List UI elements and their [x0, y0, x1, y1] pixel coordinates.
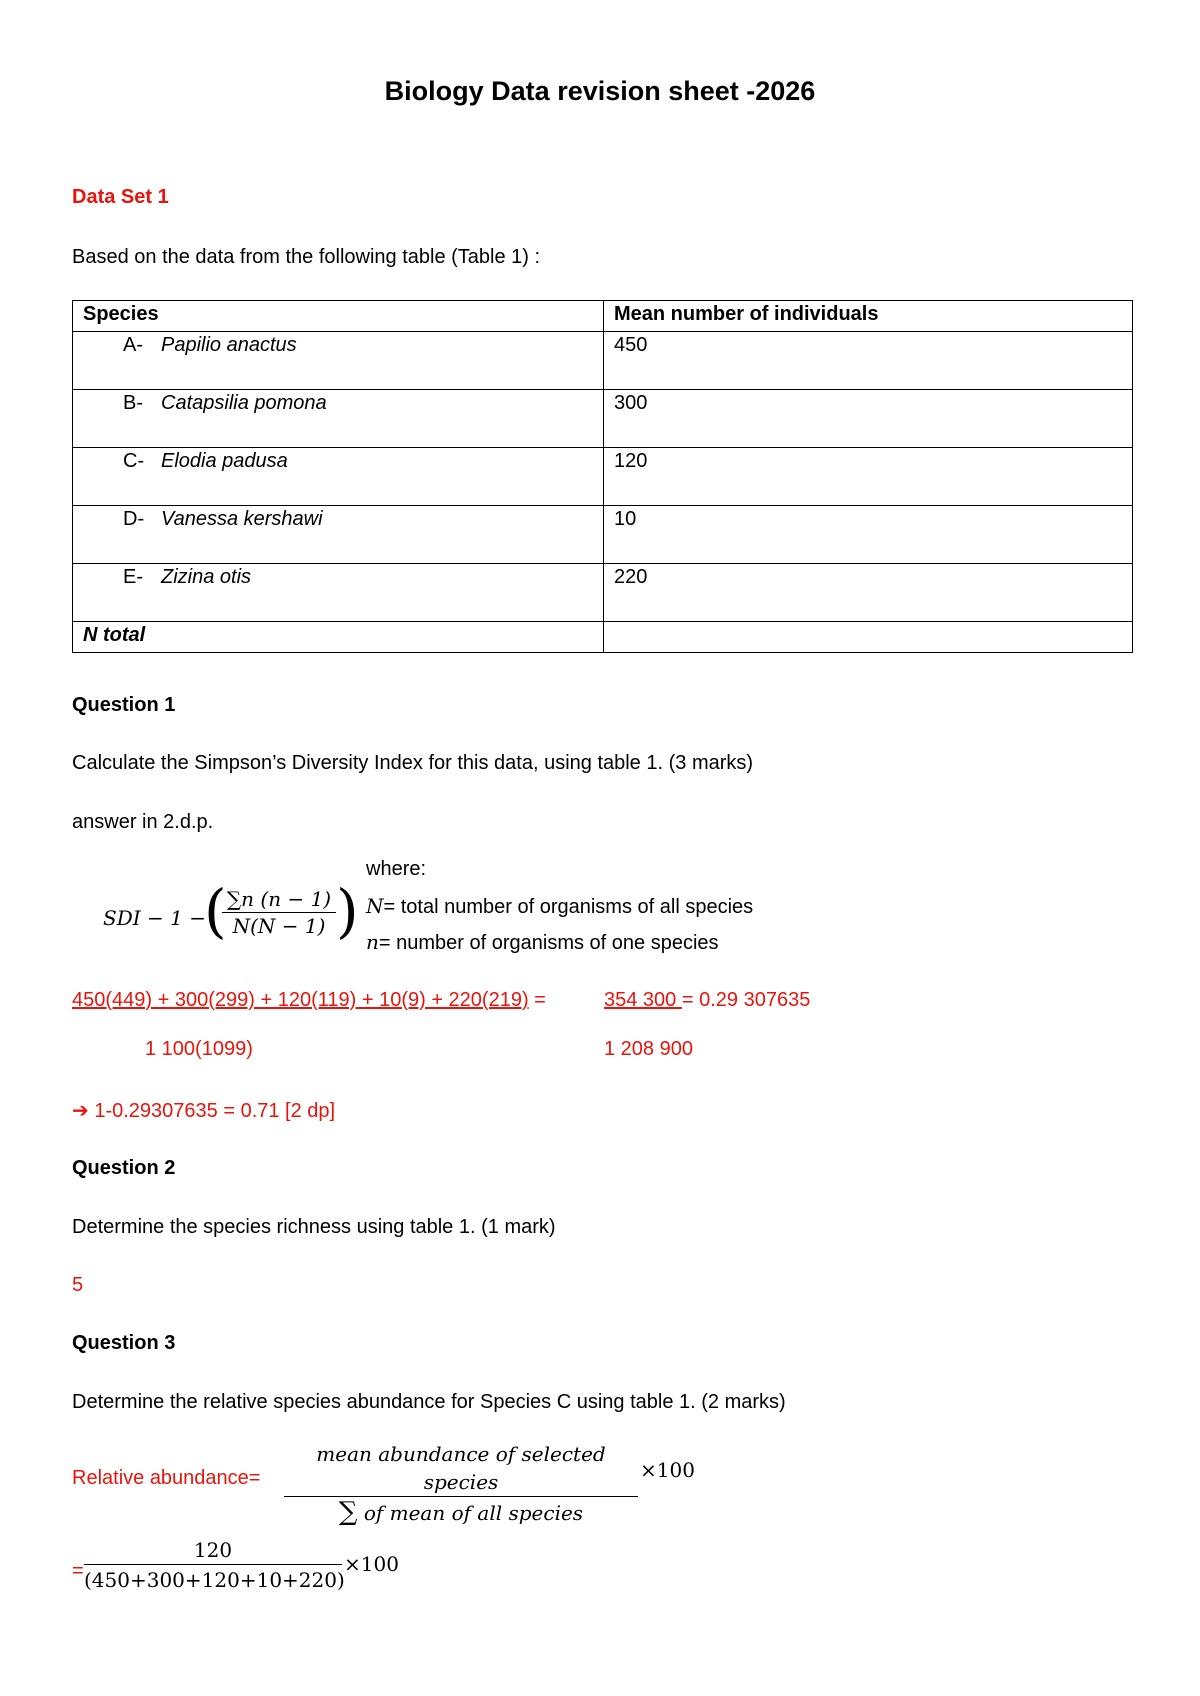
- header-mean: Mean number of individuals: [604, 301, 1133, 332]
- species-table: [72, 300, 1133, 653]
- q2-heading: Question 2: [72, 1157, 176, 1179]
- q3-equals: =: [72, 1560, 84, 1582]
- mean-value: 120: [604, 448, 1133, 506]
- q1-answer: [72, 1098, 335, 1123]
- working-numerator: 450(449) + 300(299) + 120(119) + 10(9) + 220(219): [72, 989, 529, 1011]
- species-cell: [73, 564, 604, 622]
- working-equals: =: [528, 989, 546, 1011]
- total-value: [604, 622, 1133, 653]
- sdi-numerator: ∑n (n − 1): [226, 887, 332, 911]
- q2-answer: 5: [72, 1274, 84, 1296]
- q1-working-line: [72, 989, 546, 1012]
- mean-value: 220: [604, 564, 1133, 622]
- definition-n: [366, 930, 719, 955]
- substituted-numerator: 120: [193, 1538, 233, 1562]
- where-label: where:: [366, 858, 427, 880]
- sdi-denominator: N(N − 1): [232, 914, 326, 938]
- species-name: Zizina otis: [161, 566, 252, 588]
- data-set-label: Data Set 1: [72, 186, 169, 208]
- header-species: Species: [73, 301, 604, 332]
- definition-N: [366, 894, 753, 919]
- arrow-icon: ➔: [72, 1100, 89, 1122]
- intro-text: Based on the data from the following table (Table 1) :: [72, 246, 541, 268]
- page-title: Biology Data revision sheet -2026: [384, 76, 816, 106]
- species-letter: C-: [123, 450, 145, 472]
- abundance-numerator: mean abundance of selected species: [316, 1442, 606, 1494]
- substituted-fraction: [84, 1536, 345, 1595]
- working-denominator: 1 100(1099): [145, 1038, 253, 1060]
- species-letter: D-: [123, 508, 145, 530]
- q3-prompt: Determine the relative species abundance for Species C using table 1. (2 marks): [72, 1391, 786, 1413]
- substituted-denominator: (450+300+120+10+220): [84, 1568, 345, 1592]
- working-denominator-2: 1 208 900: [604, 1038, 693, 1060]
- sdi-formula-fraction: [222, 886, 336, 939]
- species-name: Vanessa kershawi: [161, 508, 323, 530]
- abundance-denominator-text: of mean of all species: [363, 1501, 584, 1525]
- abundance-denominator: [284, 1497, 638, 1528]
- species-letter: A-: [123, 334, 143, 356]
- working-result: = 0.29 307635: [681, 989, 811, 1011]
- species-cell: [73, 506, 604, 564]
- q2-prompt: Determine the species richness using table 1. (1 mark): [72, 1216, 556, 1238]
- species-name: Elodia padusa: [161, 450, 288, 472]
- sigma-symbol: ∑: [338, 1497, 358, 1527]
- species-letter: E-: [123, 566, 143, 588]
- formula-left-paren: (: [204, 877, 227, 945]
- times-100: ×100: [640, 1458, 695, 1482]
- relative-abundance-fraction: [284, 1440, 638, 1528]
- q1-working-fraction: [604, 989, 810, 1012]
- q1-heading: Question 1: [72, 694, 176, 716]
- species-cell: [73, 390, 604, 448]
- definition-N-text: = total number of organisms of all species: [383, 896, 754, 918]
- relative-abundance-label: Relative abundance=: [72, 1467, 261, 1489]
- species-name: Papilio anactus: [161, 334, 297, 356]
- table-total-row: [73, 622, 1133, 653]
- symbol-N: N: [366, 894, 384, 918]
- species-cell: [73, 332, 604, 390]
- total-label: N total: [73, 622, 604, 653]
- species-cell: [73, 448, 604, 506]
- table-row: [73, 390, 1133, 448]
- table-row: [73, 448, 1133, 506]
- mean-value: 10: [604, 506, 1133, 564]
- table-header-row: [73, 301, 1133, 332]
- q1-prompt: Calculate the Simpson’s Diversity Index for this data, using table 1. (3 marks): [72, 752, 754, 774]
- times-100b: ×100: [344, 1552, 399, 1576]
- q1-dp-note: answer in 2.d.p.: [72, 811, 214, 833]
- q3-heading: Question 3: [72, 1332, 176, 1354]
- species-name: Catapsilia pomona: [161, 392, 327, 414]
- symbol-n: n: [366, 930, 379, 954]
- definition-n-text: = number of organisms of one species: [378, 932, 719, 954]
- formula-right-paren: ): [336, 877, 359, 945]
- sdi-formula-lhs: SDI − 1 −: [103, 906, 206, 930]
- mean-value: 300: [604, 390, 1133, 448]
- table-row: [73, 332, 1133, 390]
- mean-value: 450: [604, 332, 1133, 390]
- q1-answer-text: 1-0.29307635 = 0.71 [2 dp]: [94, 1100, 336, 1122]
- table-row: [73, 564, 1133, 622]
- working-numerator-2: 354 300: [604, 989, 682, 1011]
- table-row: [73, 506, 1133, 564]
- species-letter: B-: [123, 392, 143, 414]
